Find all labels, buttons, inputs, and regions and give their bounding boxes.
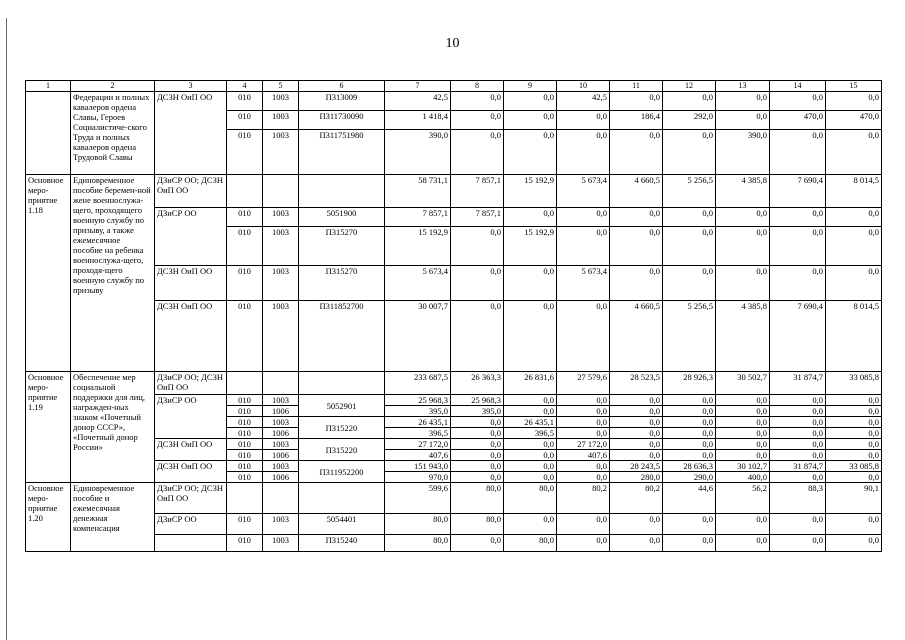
value-cell: 1003 [263,461,299,472]
total-value: 80,2 [610,483,663,514]
value-cell: 0,0 [770,395,826,406]
value-cell: 0,0 [504,130,557,175]
value-cell: 0,0 [451,535,504,552]
value-cell: 0,0 [826,208,882,227]
value-cell: 0,0 [610,514,663,535]
value-cell: 400,0 [716,472,770,483]
executor-cell: ДЗиСР ОО [155,395,227,439]
column-header: 1 [26,81,71,92]
value-cell: 25 968,3 [451,395,504,406]
value-cell: 28 636,3 [663,461,716,472]
value-cell: 0,0 [770,428,826,439]
value-cell: 5 673,4 [557,266,610,301]
value-cell: П315270 [299,227,385,266]
measure-name: Единовременное пособие беремен-ной жене военнослужа-щего, проходящего военную службу по призыву, а также ежемесячное пособие на ребенка военнослужа-щего, проходя-щего военную службу по призыву [71,175,155,372]
value-cell: 0,0 [770,450,826,461]
value-cell: 0,0 [770,227,826,266]
total-value: 5 256,5 [663,175,716,208]
value-cell: 0,0 [451,130,504,175]
total-value: 80,2 [557,483,610,514]
total-value: 44,6 [663,483,716,514]
table-row [26,535,882,552]
value-cell: 0,0 [826,514,882,535]
value-cell: 0,0 [504,395,557,406]
total-value: 4 660,5 [610,175,663,208]
value-cell: 4 660,5 [610,301,663,372]
value-cell: 395,0 [385,406,451,417]
total-value: 7 690,4 [770,175,826,208]
value-cell: 0,0 [663,450,716,461]
value-cell: 15 192,9 [385,227,451,266]
value-cell: 0,0 [557,514,610,535]
value-cell: 30 007,7 [385,301,451,372]
value-cell: 0,0 [716,535,770,552]
measure-name: Обеспечение мер социальной поддержки для лиц, награжден-ных знаком «Почетный донор СССР», «Почетный донор России» [71,372,155,483]
value-cell: 0,0 [451,301,504,372]
value-cell: П313009 [299,92,385,111]
value-cell: 0,0 [557,227,610,266]
value-cell: 28 243,5 [610,461,663,472]
value-cell: 0,0 [557,130,610,175]
total-value: 31 874,7 [770,372,826,395]
value-cell: 010 [227,406,263,417]
value-cell: 1006 [263,428,299,439]
value-cell: 407,6 [557,450,610,461]
measure-name: Федерации и полных кавалеров ордена Славы, Героев Социалистиче-ского Труда и полных кавалеров ордена Трудовой Славы [71,92,155,175]
column-header: 3 [155,81,227,92]
value-cell: 0,0 [716,450,770,461]
value-cell: 1003 [263,535,299,552]
value-cell: 0,0 [504,439,557,450]
value-cell: 0,0 [716,428,770,439]
table-cell [299,175,385,208]
value-cell: 33 085,8 [826,461,882,472]
page-edge-line [6,18,7,640]
value-cell: 010 [227,130,263,175]
value-cell: 1003 [263,439,299,450]
value-cell: 1003 [263,92,299,111]
column-header: 15 [826,81,882,92]
value-cell: 27 172,0 [557,439,610,450]
value-cell: 0,0 [826,406,882,417]
value-cell: 0,0 [557,461,610,472]
value-cell: 1003 [263,301,299,372]
total-row [26,175,882,208]
value-cell: 0,0 [770,92,826,111]
value-cell: 0,0 [451,439,504,450]
column-header: 11 [610,81,663,92]
value-cell: П311730090 [299,111,385,130]
value-cell: 010 [227,472,263,483]
measure-label: Основное меро-приятие 1.18 [26,175,71,372]
value-cell: 7 857,1 [451,208,504,227]
value-cell: 26 435,1 [504,417,557,428]
value-cell: 470,0 [770,111,826,130]
value-cell: 0,0 [504,450,557,461]
table-cell [227,483,263,514]
value-cell: 396,5 [385,428,451,439]
value-cell: 0,0 [826,395,882,406]
value-cell: 0,0 [557,111,610,130]
measure-label: Основное меро-приятие 1.19 [26,372,71,483]
value-cell: 0,0 [716,406,770,417]
executor-cell: ДСЗН ОиП ОО [155,266,227,301]
value-cell: 0,0 [451,428,504,439]
value-cell: 0,0 [716,208,770,227]
value-cell: 80,0 [504,535,557,552]
total-value: 80,0 [504,483,557,514]
value-cell: 010 [227,439,263,450]
value-cell: 0,0 [770,266,826,301]
value-cell: 0,0 [663,266,716,301]
value-cell: 1003 [263,417,299,428]
value-cell: 1003 [263,227,299,266]
total-value: 599,6 [385,483,451,514]
table-row [26,439,882,450]
executor-cell: ДЗиСР ОО [155,514,227,535]
value-cell: 0,0 [504,406,557,417]
column-header: 14 [770,81,826,92]
executor-cell: ДСЗН ОиП ОО [155,439,227,461]
value-cell: 010 [227,428,263,439]
value-cell: 25 968,3 [385,395,451,406]
column-header: 2 [71,81,155,92]
value-cell: 7 857,1 [385,208,451,227]
value-cell: 010 [227,417,263,428]
value-cell: 8 014,5 [826,301,882,372]
table-cell [263,175,299,208]
value-cell: 0,0 [663,406,716,417]
value-cell: 0,0 [504,461,557,472]
value-cell: 0,0 [716,417,770,428]
column-header: 4 [227,81,263,92]
value-cell: 0,0 [451,92,504,111]
measure-label: Основное меро-приятие 1.20 [26,483,71,552]
value-cell: 010 [227,227,263,266]
value-cell: 0,0 [610,130,663,175]
value-cell: 390,0 [385,130,451,175]
value-cell: 1003 [263,130,299,175]
value-cell: 0,0 [451,461,504,472]
table-cell [299,372,385,395]
value-cell: 1006 [263,472,299,483]
value-cell: 0,0 [610,266,663,301]
value-cell: 0,0 [557,472,610,483]
value-cell: 0,0 [826,439,882,450]
value-cell: 0,0 [770,208,826,227]
value-cell: 0,0 [716,266,770,301]
value-cell: 292,0 [663,111,716,130]
column-header: 12 [663,81,716,92]
value-cell: 1006 [263,450,299,461]
code-cell: П315220 [299,439,385,461]
total-value: 80,0 [451,483,504,514]
executor-cell: ДСЗН ОиП ОО [155,461,227,483]
total-value: 15 192,9 [504,175,557,208]
code-cell: П315220 [299,417,385,439]
value-cell: 010 [227,395,263,406]
value-cell: 0,0 [663,227,716,266]
measure-name: Единовременное пособие и ежемесячная денежная компенсация [71,483,155,552]
value-cell: 1003 [263,514,299,535]
column-header: 13 [716,81,770,92]
table-row [26,301,882,372]
value-cell: 0,0 [826,130,882,175]
executor-cell: ДСЗН ОиП ОО [155,301,227,372]
total-value: 28 523,5 [610,372,663,395]
total-value: 30 502,7 [716,372,770,395]
value-cell: 010 [227,301,263,372]
value-cell: П315270 [299,266,385,301]
value-cell: 0,0 [610,406,663,417]
header-row [26,81,882,92]
value-cell: 151 943,0 [385,461,451,472]
column-header: 5 [263,81,299,92]
value-cell: 0,0 [716,92,770,111]
value-cell: 15 192,9 [504,227,557,266]
total-row [26,483,882,514]
column-header: 7 [385,81,451,92]
value-cell: 0,0 [770,514,826,535]
value-cell: 0,0 [826,472,882,483]
value-cell: 0,0 [504,208,557,227]
total-value: 7 857,1 [451,175,504,208]
value-cell: 0,0 [716,395,770,406]
value-cell: 010 [227,461,263,472]
value-cell: 280,0 [610,472,663,483]
value-cell: 0,0 [610,395,663,406]
value-cell: 0,0 [451,266,504,301]
value-cell: 0,0 [610,450,663,461]
value-cell: 0,0 [610,92,663,111]
value-cell: 1003 [263,111,299,130]
value-cell: 395,0 [451,406,504,417]
value-cell: 0,0 [770,417,826,428]
table-cell [299,483,385,514]
value-cell: 5054401 [299,514,385,535]
value-cell: 0,0 [557,417,610,428]
value-cell: 31 874,7 [770,461,826,472]
executor-cell [155,535,227,552]
total-value: 4 385,8 [716,175,770,208]
value-cell: 0,0 [770,406,826,417]
value-cell: 010 [227,450,263,461]
value-cell: 0,0 [451,417,504,428]
value-cell: 0,0 [610,535,663,552]
value-cell: 0,0 [504,111,557,130]
value-cell: 0,0 [451,450,504,461]
value-cell: 970,0 [385,472,451,483]
table-cell [263,483,299,514]
value-cell: 010 [227,92,263,111]
value-cell: 5 256,5 [663,301,716,372]
column-header: 6 [299,81,385,92]
table-cell [227,372,263,395]
table-row [26,92,882,111]
value-cell: 0,0 [504,514,557,535]
value-cell: 1006 [263,406,299,417]
value-cell: 27 172,0 [385,439,451,450]
value-cell: 42,5 [557,92,610,111]
total-value: 26 363,3 [451,372,504,395]
value-cell: 396,5 [504,428,557,439]
table-row [26,266,882,301]
code-cell: П311952200 [299,461,385,483]
total-value: 33 085,8 [826,372,882,395]
value-cell: 0,0 [663,428,716,439]
column-header: 8 [451,81,504,92]
value-cell: 80,0 [385,535,451,552]
value-cell: 0,0 [663,514,716,535]
value-cell: 470,0 [826,111,882,130]
total-value: 58 731,1 [385,175,451,208]
value-cell: 0,0 [770,472,826,483]
value-cell: 390,0 [716,130,770,175]
value-cell: 0,0 [557,301,610,372]
value-cell: 1003 [263,208,299,227]
column-header: 10 [557,81,610,92]
value-cell: 0,0 [826,227,882,266]
value-cell: 1003 [263,266,299,301]
value-cell: 0,0 [716,227,770,266]
label-cell [26,92,71,175]
value-cell: 290,0 [663,472,716,483]
table-row [26,461,882,472]
table-row [26,514,882,535]
value-cell: 0,0 [663,130,716,175]
value-cell: 0,0 [826,450,882,461]
value-cell: 1 418,4 [385,111,451,130]
table-row [26,208,882,227]
value-cell: 80,0 [385,514,451,535]
value-cell: 5 673,4 [385,266,451,301]
value-cell: 80,0 [451,514,504,535]
value-cell: 42,5 [385,92,451,111]
budget-table [25,80,882,552]
value-cell: 0,0 [663,395,716,406]
value-cell: 010 [227,514,263,535]
table-row [26,395,882,406]
value-cell: 010 [227,208,263,227]
value-cell: 0,0 [557,406,610,417]
value-cell: 30 102,7 [716,461,770,472]
value-cell: 4 385,8 [716,301,770,372]
table-cell [227,175,263,208]
value-cell: 010 [227,266,263,301]
executor-cell: ДЗиСР ОО [155,208,227,266]
total-value: 5 673,4 [557,175,610,208]
value-cell: 0,0 [610,428,663,439]
executor-cell: ДЗиСР ОО; ДСЗН ОиП ОО [155,483,227,514]
code-cell: 5052901 [299,395,385,417]
value-cell: 0,0 [716,439,770,450]
value-cell: 0,0 [504,301,557,372]
value-cell: 0,0 [716,111,770,130]
total-value: 233 687,5 [385,372,451,395]
executor-cell: ДЗиСР ОО; ДСЗН ОиП ОО [155,372,227,395]
value-cell: 0,0 [663,92,716,111]
value-cell: 0,0 [451,111,504,130]
value-cell: 0,0 [504,266,557,301]
value-cell: 0,0 [451,227,504,266]
value-cell: 0,0 [826,92,882,111]
value-cell: 0,0 [770,439,826,450]
value-cell: 1003 [263,395,299,406]
total-value: 26 831,6 [504,372,557,395]
value-cell: 5051900 [299,208,385,227]
value-cell: 0,0 [826,417,882,428]
value-cell: 0,0 [826,266,882,301]
value-cell: 186,4 [610,111,663,130]
value-cell: П311852700 [299,301,385,372]
value-cell: 26 435,1 [385,417,451,428]
value-cell: 0,0 [663,417,716,428]
total-value: 56,2 [716,483,770,514]
value-cell: 0,0 [557,428,610,439]
value-cell: 0,0 [610,417,663,428]
table-cell [263,372,299,395]
value-cell: 0,0 [557,208,610,227]
total-row [26,372,882,395]
value-cell: 0,0 [663,535,716,552]
column-header: 9 [504,81,557,92]
total-value: 27 579,6 [557,372,610,395]
value-cell: 0,0 [504,92,557,111]
value-cell: 0,0 [770,130,826,175]
value-cell: 0,0 [557,395,610,406]
value-cell: 0,0 [610,208,663,227]
page-number: 10 [445,36,460,51]
total-value: 8 014,5 [826,175,882,208]
value-cell: 0,0 [610,227,663,266]
total-value: 90,1 [826,483,882,514]
value-cell: 0,0 [716,514,770,535]
value-cell: П311751980 [299,130,385,175]
value-cell: 0,0 [504,472,557,483]
value-cell: 0,0 [451,472,504,483]
value-cell: 010 [227,111,263,130]
value-cell: 0,0 [557,535,610,552]
value-cell: 0,0 [770,535,826,552]
value-cell: П315240 [299,535,385,552]
value-cell: 0,0 [610,439,663,450]
value-cell: 0,0 [826,428,882,439]
executor-cell: ДСЗН ОиП ОО [155,92,227,175]
value-cell: 407,6 [385,450,451,461]
value-cell: 0,0 [663,439,716,450]
total-value: 88,3 [770,483,826,514]
value-cell: 0,0 [663,208,716,227]
value-cell: 010 [227,535,263,552]
value-cell: 0,0 [826,535,882,552]
value-cell: 7 690,4 [770,301,826,372]
executor-cell: ДЗиСР ОО; ДСЗН ОиП ОО [155,175,227,208]
total-value: 28 926,3 [663,372,716,395]
